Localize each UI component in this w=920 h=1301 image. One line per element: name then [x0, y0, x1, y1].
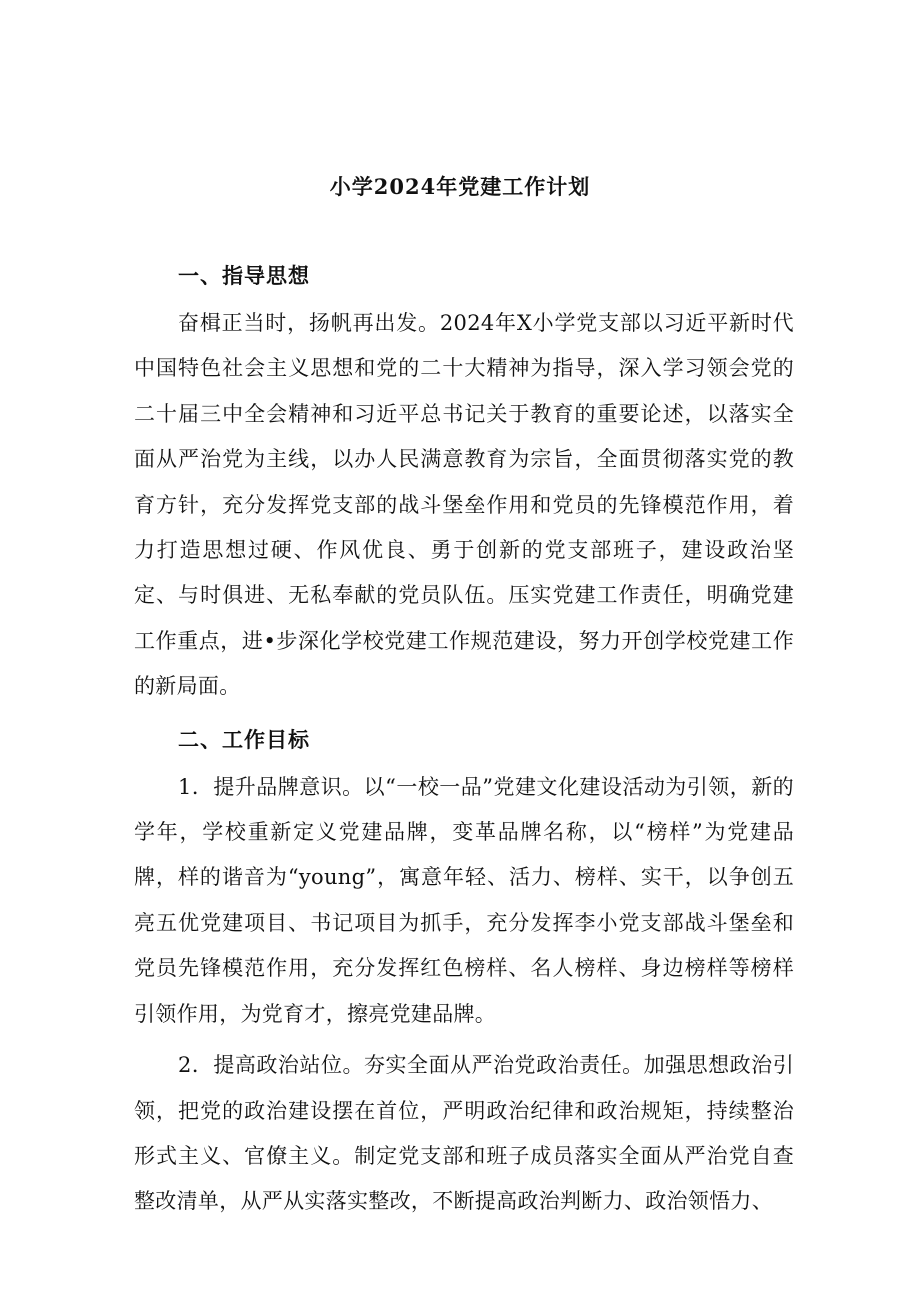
- document-title: 小学2024年党建工作计划: [329, 174, 591, 199]
- document-body: [134, 254, 794, 1225]
- paragraph-guiding-ideology: 奋楫正当时，扬帆再出发。2024年X小学党支部以习近平新时代中国特色社会主义思想和党的二十大精神为指导，深入学习领会党的二十届三中全会精神和习近平总书记关于教育的重要论述，以落实全面从严治党为主线，以办人民满意教育为宗旨，全面贯彻落实党的教育方针，充分发挥党支部的战斗堡垒作用和党员的先锋模范作用，着力打造思想过硬、作风优良、勇于创新的党支部班子，建设政治坚定、与时俱进、无私奉献的党员队伍。压实党建工作责任，明确党建工作重点，进•步深化学校党建工作规范建设，努力开创学校党建工作的新局面。: [134, 311, 794, 699]
- paragraph-political-stance: 2．提高政治站位。夯实全面从严治党政治责任。加强思想政治引领，把党的政治建设摆在首位，严明政治纪律和政治规矩，持续整治形式主义、官僚主义。制定党支部和班子成员落实全面从严治党自查整改清单，从严从实落实整改，不断提高政治判断力、政治领悟力、: [134, 1053, 794, 1214]
- section-heading-guiding-ideology: 一、指导思想: [178, 263, 310, 288]
- section-heading-work-goals: 二、工作目标: [178, 726, 310, 752]
- paragraph-brand-awareness: 1．提升品牌意识。以“一校一品”党建文化建设活动为引领，新的学年，学校重新定义党建品牌，变革品牌名称，以“榜样”为党建品牌，样的谐音为“young”，寓意年轻、活力、榜样、实干，以争创五亮五优党建项目、书记项目为抓手，充分发挥李小党支部战斗堡垒和党员先锋模范作用，充分发挥红色榜样、名人榜样、身边榜样等榜样引领作用，为党育才，擦亮党建品牌。: [134, 774, 794, 1026]
